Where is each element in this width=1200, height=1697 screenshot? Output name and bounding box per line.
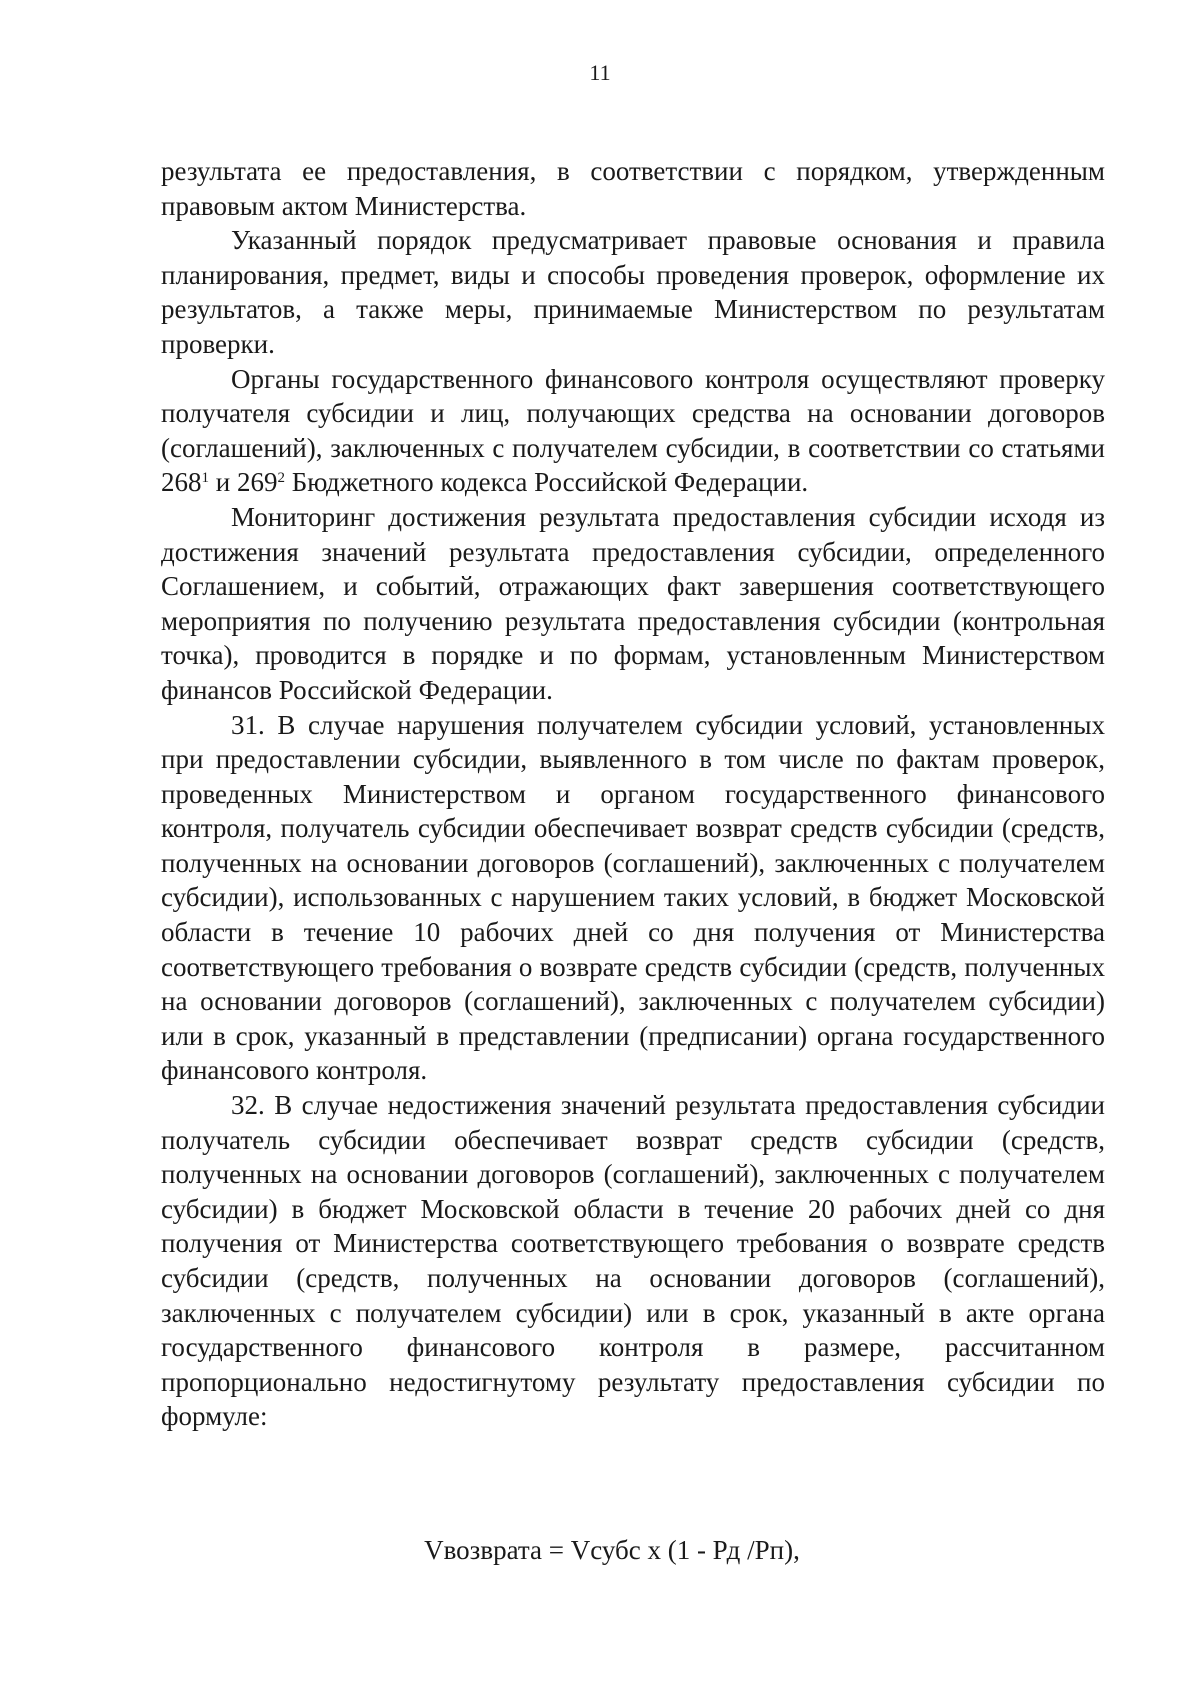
paragraph-audit-procedure: Указанный порядок предусматривает правовые основания и правила планирования, предмет, виды и способы проведения проверок, оформление их результатов, а также меры, принимаемые Министерством по результатам проверки. xyxy=(161,225,1105,359)
financial-control-text-mid: и 269 xyxy=(209,467,278,498)
financial-control-text-start: Органы государственного финансового контроля осуществляют проверку получателя субсидии и лиц, получающих средства на основании договоров (соглашений), заключенных с получателем субсидии, в соответствии со статьями 268 xyxy=(161,363,1105,498)
return-formula: Vвозврата = Vсубс x (1 - Рд /Рп), xyxy=(424,1535,800,1565)
superscript-article-268: 1 xyxy=(201,470,209,487)
paragraph-clause-31: 31. В случае нарушения получателем субсидии условий, установленных при предоставлении субсидии, выявленного в том числе по фактам проверок, проведенных Министерством и органом государственного финансового контроля, получатель субсидии обеспечивает возврат средств субсидии (средств, полученных на основании договоров (соглашений), заключенных с получателем субсидии), использованных с нарушением таких условий, в бюджет Московской области в течение 10 рабочих дней со дня получения от Министерства соответствующего требования о возврате средств субсидии (средств, полученных на основании договоров (соглашений), заключенных с получателем субсидии) или в срок, указанный в представлении (предписании) органа государственного финансового контроля. xyxy=(161,709,1105,1086)
paragraph-monitoring: Мониторинг достижения результата предоставления субсидии исходя из достижения значений результата предоставления субсидии, определенного Соглашением, и событий, отражающих факт завершения соответствующего мероприятия по получению результата предоставления субсидии (контрольная точка), проводится в порядке и по формам, установленным Министерством финансов Российской Федерации. xyxy=(161,501,1105,705)
paragraph-continuation: результата ее предоставления, в соответствии с порядком, утвержденным правовым актом Министерства. xyxy=(161,156,1105,221)
financial-control-text-end: Бюджетного кодекса Российской Федерации. xyxy=(284,467,809,498)
document-body xyxy=(161,154,1105,1434)
superscript-article-269: 2 xyxy=(277,470,285,487)
paragraph-financial-control xyxy=(161,362,1105,500)
page-number: 11 xyxy=(589,60,611,85)
paragraph-clause-32: 32. В случае недостижения значений результата предоставления субсидии получатель субсидии обеспечивает возврат средств субсидии (средств, полученных на основании договоров (соглашений), заключенных с получателем субсидии) в бюджет Московской области в течение 20 рабочих дней со дня получения от Министерства соответствующего требования о возврате средств субсидии (средств, полученных на основании договоров (соглашений), заключенных с получателем субсидии) или в срок, указанный в акте органа государственного финансового контроля в размере, рассчитанном пропорционально недостигнутому результату предоставления субсидии по формуле: xyxy=(161,1090,1105,1432)
